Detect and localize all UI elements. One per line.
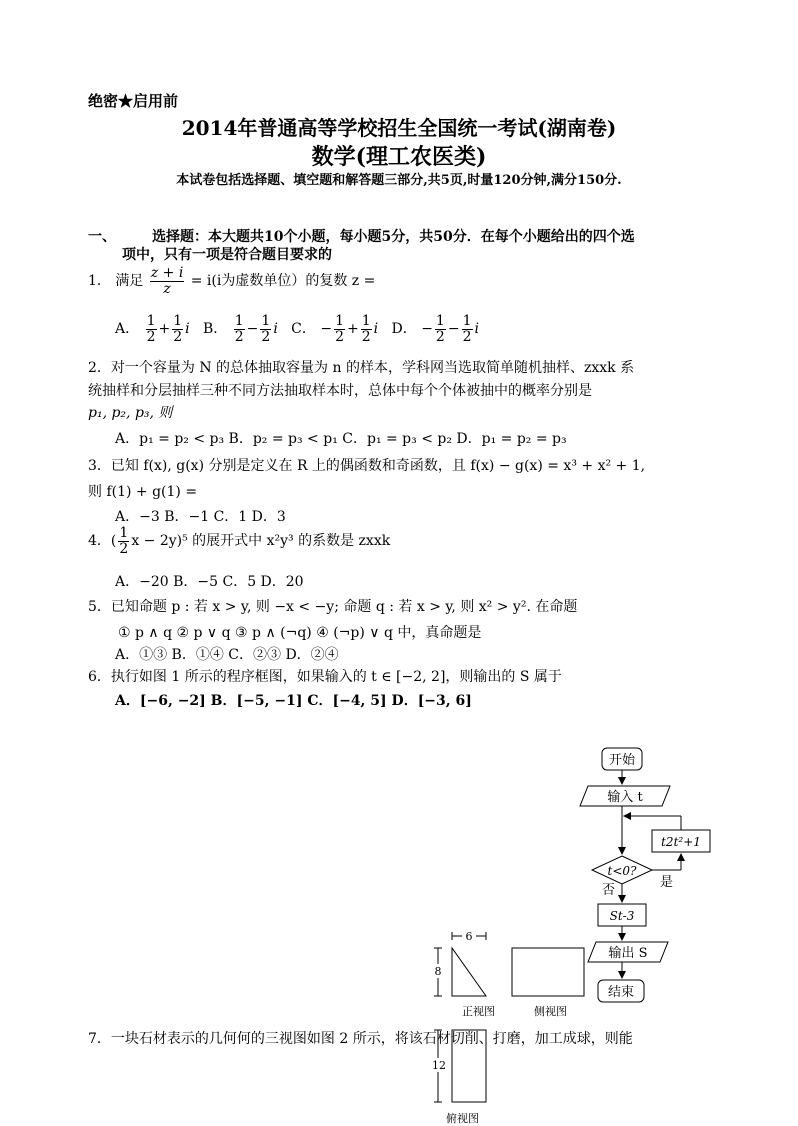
flow-end-text: 结束 xyxy=(607,985,635,1000)
q2-options: A．p₁ = p₂ < p₃ B．p₂ = p₃ < p₁ C．p₁ = p₃ < p₂ D．p₁ = p₂ = p₃ xyxy=(115,431,567,447)
flow-decision-text: t<0? xyxy=(607,864,637,878)
q1-option-b: B． xyxy=(203,321,228,338)
flow-yes-label: 是 xyxy=(660,875,674,890)
front-view-label: 正视图 xyxy=(462,1005,495,1018)
q6-line1: 6．执行如图 1 所示的程序框图，如果输入的 t ∈ [−2, 2]，则输出的 S 属于 xyxy=(88,669,562,685)
q1-option-d: D． xyxy=(391,321,417,338)
q5-line1: 5．已知命题 p : 若 x > y, 则 −x < −y; 命题 q : 若 x > y, 则 x² > y². 在命题 xyxy=(88,599,578,615)
q2-line2: 统抽样和分层抽样三种不同方法抽取样本时，总体中每个个体被抽中的概率分别是 xyxy=(88,383,592,399)
question-4: 4．( $\frac{1}{2}$ x − 2y)⁵ 的展开式中 x²y³ 的系数是 zxxk xyxy=(88,525,391,557)
flow-output-text: 输出 S xyxy=(608,946,648,961)
flowchart xyxy=(570,742,720,1007)
q3-options: A．−3 B．−1 C．1 D．3 xyxy=(115,509,286,525)
flow-start-text: 开始 xyxy=(608,753,636,768)
q2-line3: p₁, p₂, p₃, 则 xyxy=(88,405,173,421)
q6-options: A．[−6, −2] B．[−5, −1] C．[−4, 5] D．[−3, 6] xyxy=(115,693,472,709)
q1-fraction: $\frac{z + i}{z}$ xyxy=(150,265,184,297)
section-title-line1: 选择题：本大题共10个小题，每小题5分，共50分．在每个小题给出的四个选 xyxy=(152,229,635,245)
q3-line1: 3．已知 f(x), g(x) 分别是定义在 R 上的偶函数和奇函数，且 f(x) − g(x) = x³ + x² + 1, xyxy=(88,458,646,474)
exam-subtitle: 数学(理工农医类) xyxy=(311,144,487,170)
q1-options: A． $\frac{1}{2}$ + $\frac{1}{2}$ i B． $\frac{1}{2}$ − $\frac{1}{2}$ i C． − $\frac{1}{2}$ + $\frac{1}{2}$ i D． − $\frac{1}{2}$ − $\frac{1}{2}$ i xyxy=(115,313,479,345)
side-view-shape xyxy=(512,948,584,996)
flow-assign-text: St-3 xyxy=(609,909,635,923)
q4-expression: x − 2y)⁵ 的展开式中 x²y³ 的系数是 zxxk xyxy=(131,533,391,550)
top-view-label: 俯视图 xyxy=(446,1112,479,1125)
question-1 xyxy=(88,266,375,296)
q5-options: A．①③ B．①④ C．②③ D．②④ xyxy=(115,647,339,663)
q1-condition: = i(i为虚数单位）的复数 z = xyxy=(190,273,376,290)
side-view-label: 侧视图 xyxy=(534,1005,567,1018)
q1-option-a: A． xyxy=(115,321,140,338)
q1-prefix: 1． 满足 xyxy=(88,273,144,290)
section-number: 一、 xyxy=(88,229,116,245)
q7-line1: 7．一块石材表示的几何何的三视图如图 2 所示，将该石材切削、打磨，加工成球，则能 xyxy=(88,1031,633,1047)
section-title-line2: 项中，只有一项是符合题目要求的 xyxy=(122,247,332,263)
q5-line2: ① p ∧ q ② p ∨ q ③ p ∧ (¬q) ④ (¬p) ∨ q 中，真命题是 xyxy=(118,625,482,641)
dim-width: 6 xyxy=(465,930,473,943)
q1-option-c: C． xyxy=(291,321,316,338)
flow-loop-text: t2t²+1 xyxy=(661,835,701,849)
flow-no-label: 否 xyxy=(602,883,616,898)
dim-height: 8 xyxy=(434,965,442,978)
exam-info: 本试卷包括选择题、填空题和解答题三部分,共5页,时量120分钟,满分150分. xyxy=(176,173,622,188)
q4-options: A．−20 B．−5 C．5 D．20 xyxy=(115,574,304,590)
dim-top: 12 xyxy=(432,1059,446,1072)
flow-input-text: 输入 t xyxy=(607,790,643,805)
secret-label: 绝密★启用前 xyxy=(88,92,179,110)
exam-title: 2014年普通高等学校招生全国统一考试(湖南卷) xyxy=(181,116,617,140)
three-views xyxy=(418,926,588,1126)
front-view-shape xyxy=(452,948,486,996)
q2-line1: 2．对一个容量为 N 的总体抽取容量为 n 的样本，学科网当选取简单随机抽样、zxxk 系 xyxy=(88,360,635,376)
q3-line2: 则 f(1) + g(1) = xyxy=(88,484,198,500)
